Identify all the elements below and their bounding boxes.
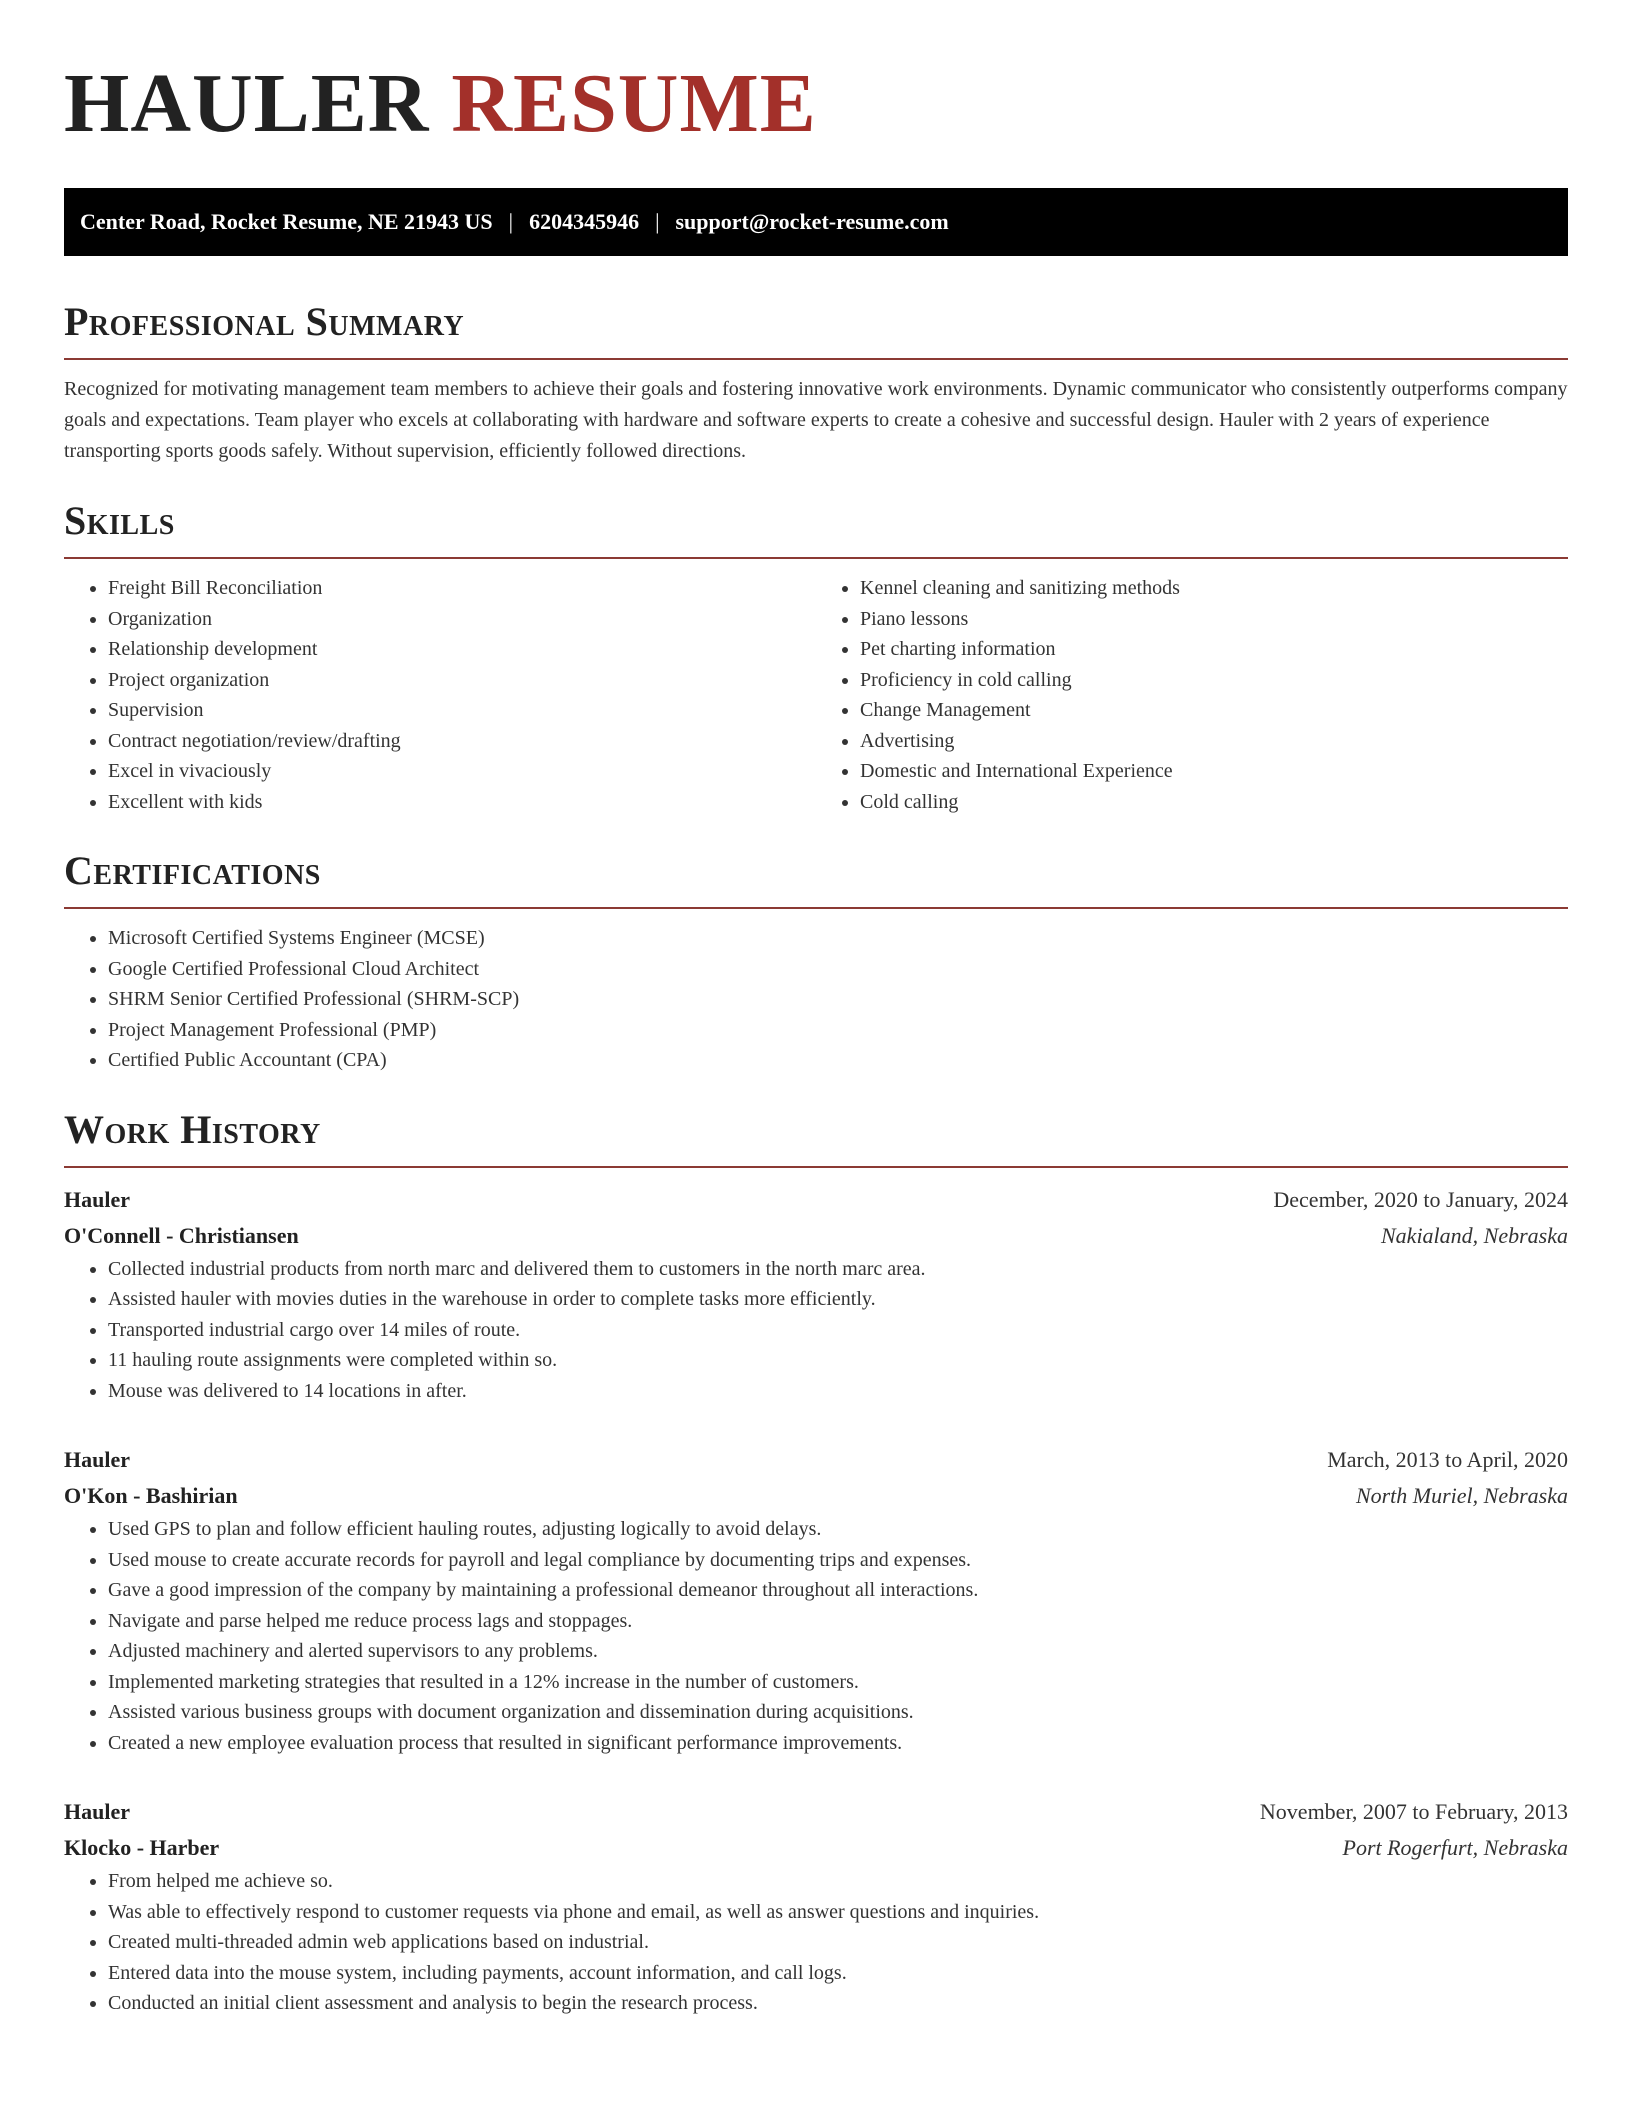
job-company: O'Connell - Christiansen: [64, 1222, 299, 1248]
job-title: Hauler: [64, 1186, 130, 1212]
job-duty: • Created a new employee evaluation process that resulted in significant performance improvements.: [108, 1728, 1568, 1759]
job-duty: • Collected industrial products from north marc and delivered them to customers in the north marc area.: [108, 1254, 1568, 1285]
job-duties-list: [64, 1514, 1568, 1758]
job-entry: [64, 1794, 1568, 2019]
job-duty: • Implemented marketing strategies that resulted in a 12% increase in the number of customers.: [108, 1667, 1568, 1698]
skill-item: • Project organization: [108, 665, 816, 696]
contact-phone: 6204345946: [529, 209, 640, 234]
summary-heading: Professional Summary: [64, 299, 465, 344]
job-entry: [64, 1182, 1568, 1407]
job-duties-list: [64, 1866, 1568, 2019]
work-history-section: [64, 1106, 1568, 2019]
job-dates: November, 2007 to February, 2013: [1259, 1799, 1568, 1824]
summary-text: Recognized for motivating management team members to achieve their goals and fostering innovative work environments. Dynamic communicator who consistently outperforms company goals and expectations. Team player who excels at collaborating with hardware and software experts to create a cohesive and successful design. Hauler with 2 years of experience transporting sports goods safely. Without supervision, efficiently followed directions.: [64, 378, 1568, 462]
contact-address: Center Road, Rocket Resume, NE 21943 US: [80, 209, 493, 234]
skills-grid: [64, 573, 1568, 817]
contact-email: support@rocket-resume.com: [675, 209, 949, 234]
job-duty: • Used mouse to create accurate records for payroll and legal compliance by documenting trips and expenses.: [108, 1545, 1568, 1576]
job-header-row: [64, 1442, 1568, 1478]
certification-item: • Project Management Professional (PMP): [108, 1015, 1568, 1046]
skills-section: [64, 497, 1568, 817]
job-company: O'Kon - Bashirian: [64, 1483, 238, 1508]
job-duty: • Entered data into the mouse system, including payments, account information, and call logs.: [108, 1958, 1568, 1989]
resume-title: [64, 0, 1568, 152]
job-header-row: [64, 1182, 1568, 1218]
section-divider: [64, 358, 1568, 360]
skills-column-right: [816, 573, 1568, 817]
job-duty: • Created multi-threaded admin web applications based on industrial.: [108, 1927, 1568, 1958]
skills-list-right: [816, 573, 1568, 817]
job-duty: • Conducted an initial client assessment and analysis to begin the research process.: [108, 1988, 1568, 2019]
certification-item: • SHRM Senior Certified Professional (SHRM-SCP): [108, 984, 1568, 1015]
skill-item: • Advertising: [860, 726, 1568, 757]
job-dates: December, 2020 to January, 2024: [1273, 1186, 1568, 1212]
skill-item: • Organization: [108, 604, 816, 635]
skill-item: • Domestic and International Experience: [860, 756, 1568, 787]
job-company: Klocko - Harber: [64, 1835, 220, 1860]
skill-item: • Freight Bill Reconciliation: [108, 573, 816, 604]
job-subheader-row: [64, 1478, 1568, 1514]
job-title: Hauler: [64, 1799, 130, 1824]
certification-item: • Certified Public Accountant (CPA): [108, 1045, 1568, 1076]
job-duties-list: [64, 1254, 1568, 1407]
certifications-heading: Certifications: [64, 848, 321, 893]
title-resume-word: RESUME: [451, 57, 817, 150]
job-duty: • Transported industrial cargo over 14 miles of route.: [108, 1315, 1568, 1346]
skill-item: • Change Management: [860, 695, 1568, 726]
job-duty: • Used GPS to plan and follow efficient hauling routes, adjusting logically to avoid delays.: [108, 1514, 1568, 1545]
job-location: Port Rogerfurt, Nebraska: [1342, 1835, 1568, 1860]
skills-heading: Skills: [64, 498, 175, 543]
certifications-list: [64, 923, 1568, 1076]
job-duty: • From helped me achieve so.: [108, 1866, 1568, 1897]
job-duty: • Navigate and parse helped me reduce process lags and stoppages.: [108, 1606, 1568, 1637]
contact-bar: [64, 188, 1568, 256]
skill-item: • Proficiency in cold calling: [860, 665, 1568, 696]
skill-item: • Relationship development: [108, 634, 816, 665]
skill-item: • Kennel cleaning and sanitizing methods: [860, 573, 1568, 604]
job-duty: • Gave a good impression of the company by maintaining a professional demeanor throughout all interactions.: [108, 1575, 1568, 1606]
skill-item: • Supervision: [108, 695, 816, 726]
job-subheader-row: [64, 1218, 1568, 1254]
skill-item: • Excellent with kids: [108, 787, 816, 818]
work-history-heading: Work History: [64, 1106, 321, 1152]
job-duty: • 11 hauling route assignments were completed within so.: [108, 1345, 1568, 1376]
job-duty: • Assisted various business groups with document organization and dissemination during acquisitions.: [108, 1697, 1568, 1728]
contact-separator: |: [655, 209, 660, 234]
skill-item: • Cold calling: [860, 787, 1568, 818]
certifications-section: [64, 847, 1568, 1076]
summary-section: [64, 298, 1568, 467]
job-header-row: [64, 1794, 1568, 1830]
skill-item: • Excel in vivaciously: [108, 756, 816, 787]
job-entry: [64, 1442, 1568, 1758]
job-duty: • Was able to effectively respond to customer requests via phone and email, as well as answer questions and inquiries.: [108, 1897, 1568, 1928]
job-duty: • Assisted hauler with movies duties in the warehouse in order to complete tasks more efficiently.: [108, 1284, 1568, 1315]
skill-item: • Piano lessons: [860, 604, 1568, 635]
section-divider: [64, 1166, 1568, 1168]
job-dates: March, 2013 to April, 2020: [1327, 1447, 1568, 1472]
title-name: HAULER: [64, 57, 430, 150]
contact-separator: |: [508, 209, 514, 234]
skill-item: • Contract negotiation/review/drafting: [108, 726, 816, 757]
job-location: North Muriel, Nebraska: [1355, 1483, 1568, 1508]
section-divider: [64, 557, 1568, 559]
job-subheader-row: [64, 1830, 1568, 1866]
skill-item: • Pet charting information: [860, 634, 1568, 665]
job-duty: • Adjusted machinery and alerted supervisors to any problems.: [108, 1636, 1568, 1667]
skills-column-left: [64, 573, 816, 817]
job-title: Hauler: [64, 1447, 130, 1472]
certification-item: • Microsoft Certified Systems Engineer (MCSE): [108, 923, 1568, 954]
skills-list-left: [64, 573, 816, 817]
certification-item: • Google Certified Professional Cloud Architect: [108, 954, 1568, 985]
section-divider: [64, 907, 1568, 909]
job-location: Nakialand, Nebraska: [1381, 1222, 1568, 1248]
job-duty: • Mouse was delivered to 14 locations in after.: [108, 1376, 1568, 1407]
